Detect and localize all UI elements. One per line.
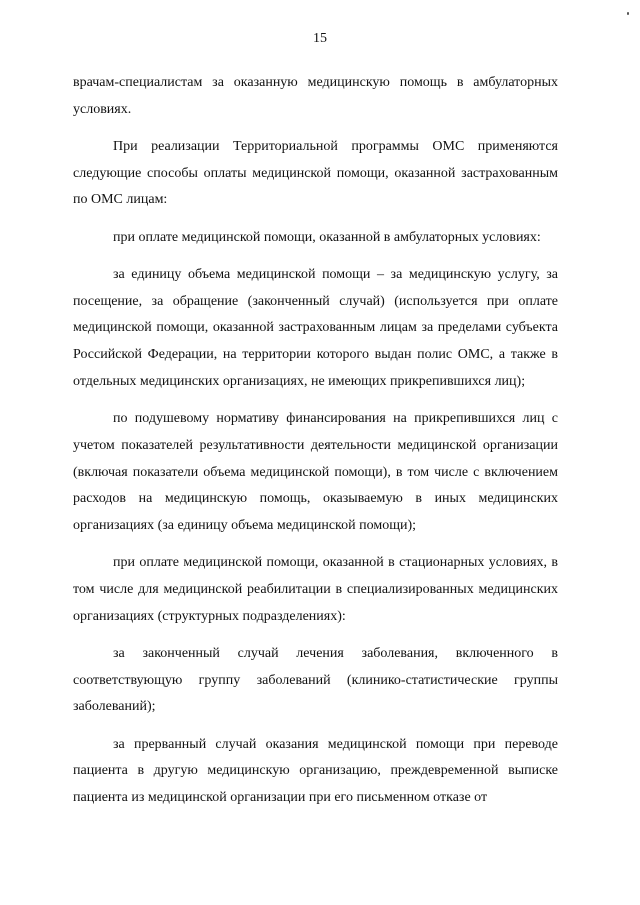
paragraph-continuation: врачам-специалистам за оказанную медицинскую помощь в амбулаторных условиях. bbox=[73, 75, 558, 117]
paragraph-interrupted-case: за прерванный случай оказания медицинской помощи при переводе пациента в другую медицинскую организацию, преждевременной выписке пациента из медицинской организации при его письменном отказе от bbox=[73, 736, 558, 806]
document-body bbox=[73, 70, 558, 822]
scan-edge-mark bbox=[627, 12, 629, 15]
page-number: 15 bbox=[313, 31, 327, 46]
paragraph-unit-of-volume: за единицу объема медицинской помощи – за медицинскую услугу, за посещение, за обращение (законченный случай) (используется при оплате медицинской помощи, оказанной застрахованным лицам за пределами субъекта Российской Федерации, на территории которого выдан полис ОМС, а также в отдельных медицинских организациях, не имеющих прикрепившихся лиц); bbox=[73, 267, 558, 389]
paragraph-outpatient-heading: при оплате медицинской помощи, оказанной в амбулаторных условиях: bbox=[113, 229, 541, 245]
paragraph-completed-case: за законченный случай лечения заболевания, включенного в соответствующую группу заболеваний (клинико-статистические группы заболеваний); bbox=[73, 645, 558, 715]
paragraph-payment-methods-intro: При реализации Территориальной программы ОМС применяются следующие способы оплаты медицинской помощи, оказанной застрахованным по ОМС лицам: bbox=[73, 139, 558, 208]
paragraph-inpatient-heading: при оплате медицинской помощи, оказанной в стационарных условиях, в том числе для медицинской реабилитации в специализированных медицинских организациях (структурных подразделениях): bbox=[73, 555, 558, 624]
paragraph-per-capita-standard: по подушевому нормативу финансирования на прикрепившихся лиц с учетом показателей результативности деятельности медицинской организации (включая показатели объема медицинской помощи), в том числе с включением расходов на медицинскую помощь, оказываемую в иных медицинских организациях (за единицу объема медицинской помощи); bbox=[73, 411, 558, 533]
